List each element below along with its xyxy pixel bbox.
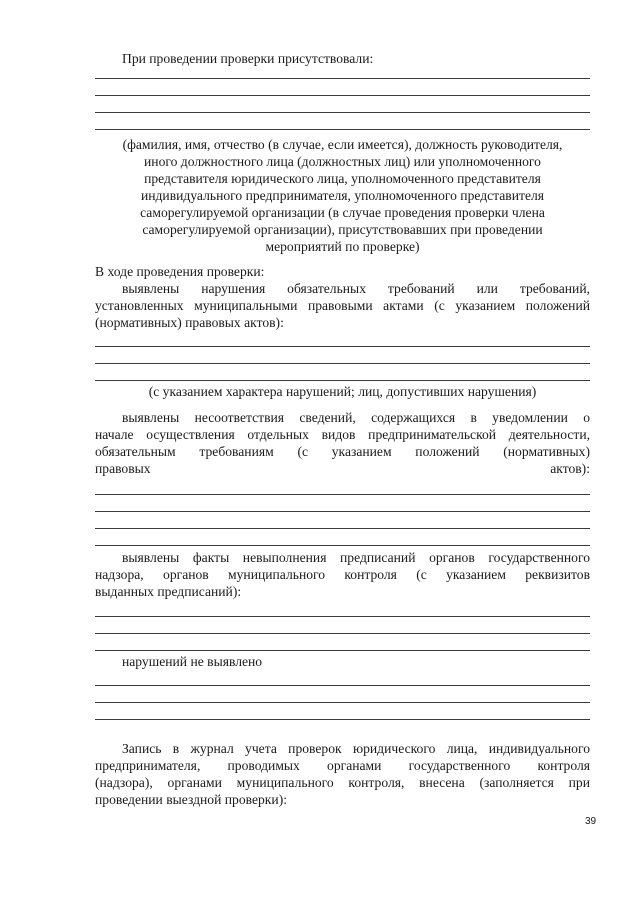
violations-text: выявлены нарушения обязательных требований или требований,: [122, 281, 590, 296]
present-note-line: саморегулируемой организации), присутствовавших при проведении: [142, 222, 543, 237]
fill-line: [95, 545, 590, 546]
violations-note: (с указанием характера нарушений; лиц, допустивших нарушения): [148, 384, 537, 399]
orders-text: надзора, органов муниципального контроля (с указанием реквизитов: [95, 567, 590, 582]
mismatch-text: начале осуществления отдельных видов предпринимательской деятельности,: [95, 427, 590, 442]
journal-text: (надзора), органами муниципального контроля, внесена (заполняется при: [95, 775, 590, 790]
fill-line: [95, 511, 590, 512]
fill-line: [95, 95, 590, 96]
present-note-line: (фамилия, имя, отчество (в случае, если имеется), должность руководителя,: [122, 137, 563, 152]
page-number: 39: [585, 816, 597, 827]
violations-text: установленных муниципальными правовыми актами (с указанием положений: [95, 298, 590, 313]
fill-line: [95, 528, 590, 529]
fill-line: [95, 616, 590, 617]
fill-line: [95, 346, 590, 347]
orders-text: выявлены факты невыполнения предписаний органов государственного: [122, 550, 590, 565]
present-note-line: индивидуального предпринимателя, уполномоченного представителя: [140, 188, 545, 203]
mismatch-text: актов):: [550, 461, 590, 476]
present-note-line: мероприятий по проверке): [265, 239, 420, 254]
fill-line: [95, 129, 590, 130]
present-note-line: саморегулируемой организации (в случае проведения проверки члена: [140, 205, 545, 220]
fill-line: [95, 494, 590, 495]
journal-text: предпринимателя, проводимых органами государственного контроля: [95, 758, 590, 773]
present-label: При проведении проверки присутствовали:: [122, 51, 374, 66]
journal-text: проведении выездной проверки):: [95, 792, 287, 807]
fill-line: [95, 380, 590, 381]
journal-text: Запись в журнал учета проверок юридического лица, индивидуального: [122, 741, 590, 756]
during-label: В ходе проведения проверки:: [95, 264, 265, 279]
mismatch-text: выявлены несоответствия сведений, содержащихся в уведомлении о: [122, 410, 590, 425]
fill-line: [95, 702, 590, 703]
mismatch-text: правовых: [95, 461, 151, 476]
fill-line: [95, 363, 590, 364]
violations-text: (нормативных) правовых актов):: [95, 315, 284, 330]
fill-line: [95, 633, 590, 634]
mismatch-text: обязательным требованиям (с указанием положений (нормативных): [95, 444, 590, 459]
fill-line: [95, 685, 590, 686]
fill-line: [95, 719, 590, 720]
fill-line: [95, 650, 590, 651]
none-label: нарушений не выявлено: [122, 654, 263, 669]
fill-line: [95, 112, 590, 113]
present-note-line: иного должностного лица (должностных лиц) или уполномоченного: [144, 154, 541, 169]
fill-line: [95, 78, 590, 79]
present-note-line: представителя юридического лица, уполномоченного представителя: [144, 171, 541, 186]
orders-text: выданных предписаний):: [95, 584, 242, 599]
